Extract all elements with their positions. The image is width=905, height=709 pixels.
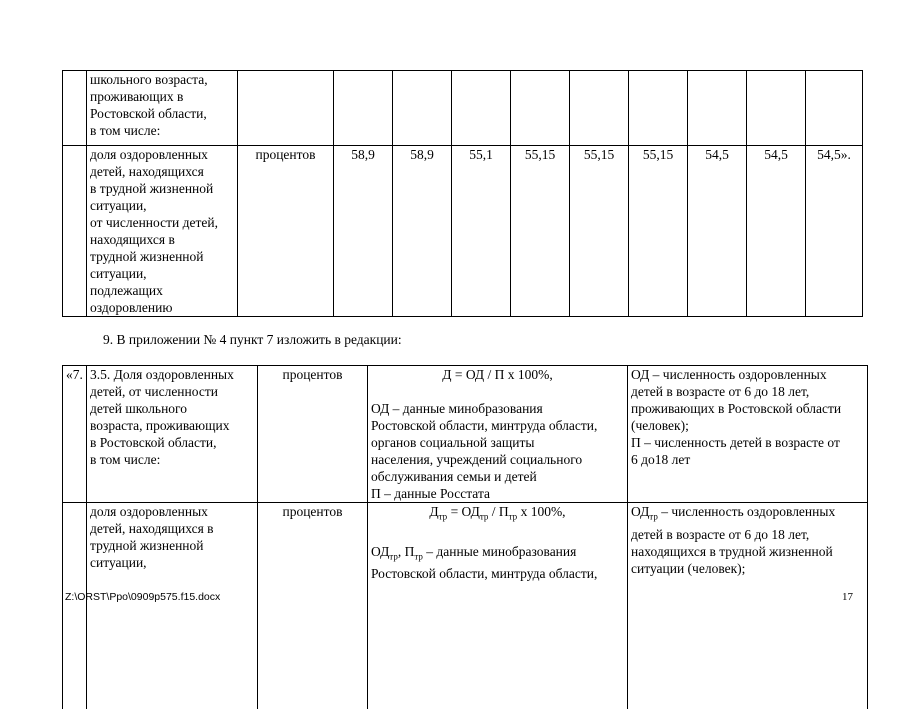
table-row [63, 146, 863, 317]
indicator-name: школьного возраста, проживающих в Ростовской области, в том числе: [87, 71, 238, 146]
value-cell: 54,5». [806, 146, 863, 317]
value-cell [688, 71, 747, 146]
value-cell: 54,5 [688, 146, 747, 317]
item-number: «7. [63, 366, 87, 503]
definitions-cell: ОД – численность оздоровленных детей в возрасте от 6 до 18 лет, проживающих в Ростовской области (человек); П – численность детей в возрасте от 6 до18 лет [628, 366, 868, 503]
indicator-name: доля оздоровленных детей, находящихся в трудной жизненной ситуации, [87, 503, 258, 709]
value-cell [452, 71, 511, 146]
formula: $Д_{тр} = ОД_{тр} / П_{тр}$ х 100%, [371, 503, 624, 526]
value-cell [747, 71, 806, 146]
value-cell [570, 71, 629, 146]
value-cell: 55,1 [452, 146, 511, 317]
data-sources: $ОД_{тр}$, $П_{тр}$ – данные минобразования [371, 543, 624, 566]
table-row [63, 503, 868, 709]
value-cell [511, 71, 570, 146]
unit-cell: процентов [258, 366, 368, 503]
file-path: Z:\ORST\Ppo\0909p575.f15.docx [65, 591, 220, 603]
value-cell: 58,9 [393, 146, 452, 317]
formula-cell: $Д_{тр} = ОД_{тр} / П_{тр}$ х 100%, $ОД_{тр}$, $П_{тр}$ – данные минобразования Ростовской области, минтруда области, [368, 503, 628, 709]
indicator-values-table [62, 70, 863, 317]
value-cell: 58,9 [334, 146, 393, 317]
value-cell: 55,15 [511, 146, 570, 317]
value-cell [806, 71, 863, 146]
formula-cell [368, 366, 628, 503]
amendment-paragraph: 9. В приложении № 4 пункт 7 изложить в редакции: [103, 332, 402, 348]
data-sources: ОД – данные минобразования Ростовской области, минтруда области, органов социальной защиты населения, учреждений социального обслуживания семьи и детей П – данные Росстата [371, 400, 624, 502]
value-cell [393, 71, 452, 146]
unit-cell [238, 71, 334, 146]
formula: Д = ОД / П х 100%, [371, 366, 624, 383]
page-number: 17 [842, 591, 853, 603]
value-cell [629, 71, 688, 146]
value-cell: 55,15 [570, 146, 629, 317]
indicator-name: доля оздоровленных детей, находящихся в трудной жизненной ситуации, от численности детей, находящихся в трудной жизненной ситуации, подлежащих оздоровлению [87, 146, 238, 317]
table-row [63, 366, 868, 503]
indicator-methodology-table [62, 365, 868, 709]
indicator-name: 3.5. Доля оздоровленных детей, от численности детей школьного возраста, проживающих в Ростовской области, в том числе: [87, 366, 258, 503]
table-row [63, 71, 863, 146]
unit-cell: процентов [258, 503, 368, 709]
value-cell: 54,5 [747, 146, 806, 317]
unit-cell: процентов [238, 146, 334, 317]
definitions-cell: $ОД_{тр}$ – численность оздоровленных детей в возрасте от 6 до 18 лет, находящихся в трудной жизненной ситуации (человек); [628, 503, 868, 709]
value-cell [334, 71, 393, 146]
value-cell: 55,15 [629, 146, 688, 317]
